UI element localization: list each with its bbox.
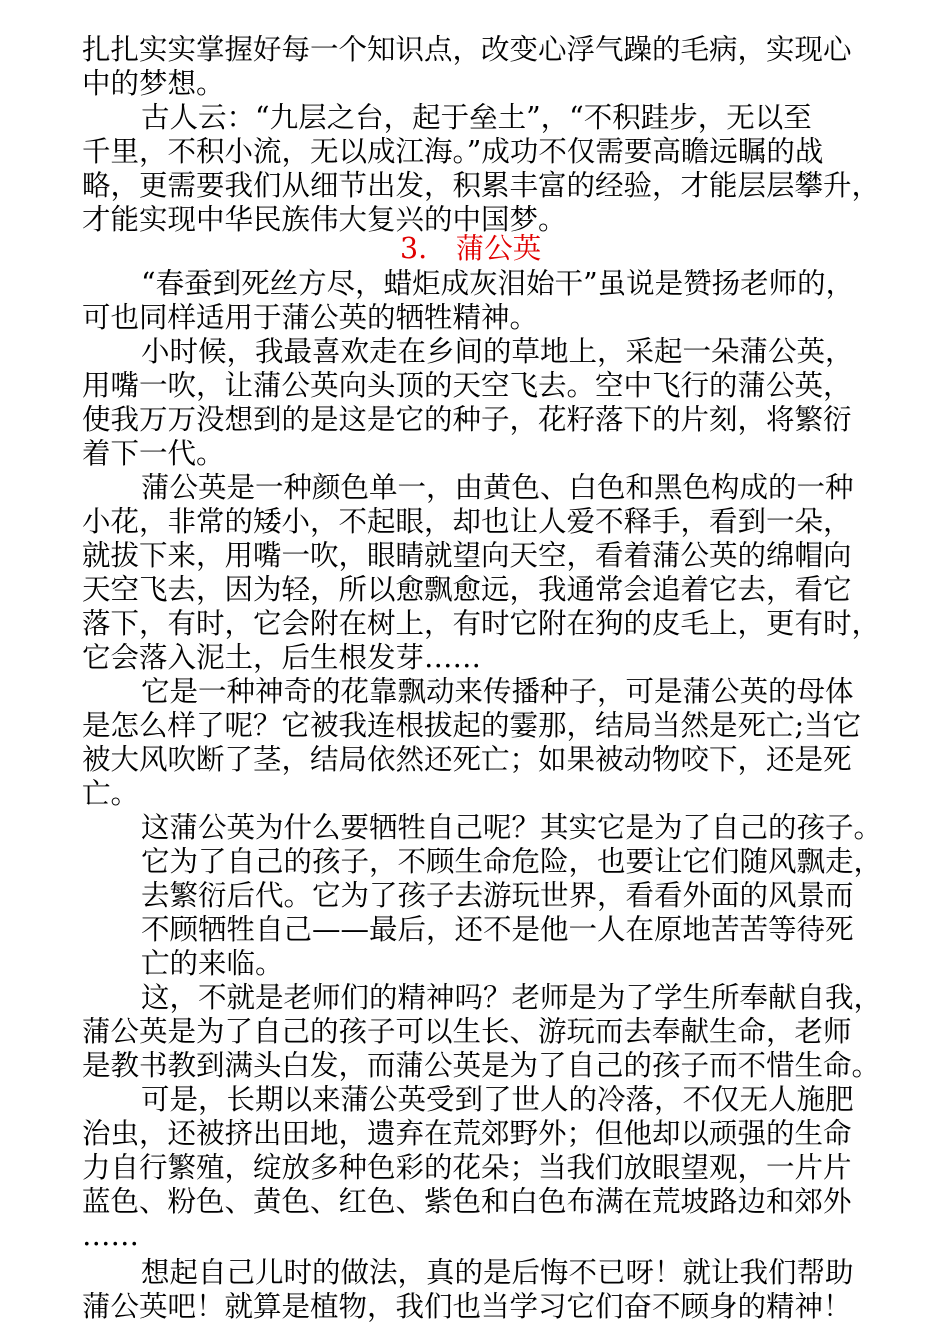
text-line: 使我万万没想到的是这是它的种子，花籽落下的片刻，将繁衍 [82,403,852,436]
text-line: 可也同样适用于蒲公英的牺牲精神。 [82,301,539,334]
text-line: 古人云：“九层之台，起于垒土”，“不积跬步，无以至 [141,101,812,134]
text-line: …… [82,1219,139,1252]
text-line: 想起自己儿时的做法，真的是后悔不已呀！就让我们帮助 [141,1256,854,1289]
text-line: 是教书教到满头白发，而蒲公英是为了自己的孩子而不惜生命。 [82,1049,881,1082]
text-line: 扎扎实实掌握好每一个知识点，改变心浮气躁的毛病，实现心 [82,33,852,66]
text-line: 略，更需要我们从细节出发，积累丰富的经验，才能层层攀升， [82,169,881,202]
text-line: 才能实现中华民族伟大复兴的中国梦。 [82,203,567,236]
text-line: 就拔下来，用嘴一吹，眼睛就望向天空，看着蒲公英的绵帽向 [82,539,852,572]
text-line: 蒲公英是为了自己的孩子可以生长、游玩而去奉献生命，老师 [82,1015,852,1048]
text-line: 它是一种神奇的花靠飘动来传播种子，可是蒲公英的母体 [141,675,854,708]
text-line: 蒲公英吧！就算是植物，我们也当学习它们奋不顾身的精神！ [82,1290,852,1323]
text-line: 它会落入泥土，后生根发芽…… [82,641,482,674]
section-title: 3. 蒲公英 [400,232,542,265]
text-line: 小时候，我最喜欢走在乡间的草地上，采起一朵蒲公英， [141,335,854,368]
text-line: 它为了自己的孩子，不顾生命危险，也要让它们随风飘走， [141,845,883,878]
text-line: 不顾牺牲自己——最后，还不是他一人在原地苦苦等待死 [141,913,854,946]
text-line: 可是，长期以来蒲公英受到了世人的冷落，不仅无人施肥 [141,1083,854,1116]
text-line: 亡的来临。 [141,947,284,980]
text-line: 力自行繁殖，绽放多种色彩的花朵；当我们放眼望观，一片片 [82,1151,852,1184]
text-line: “春蚕到死丝方尽，蜡炬成灰泪始干”虽说是赞扬老师的， [141,267,855,300]
text-line: 落下，有时，它会附在树上，有时它附在狗的皮毛上，更有时， [82,607,881,640]
text-line: 天空飞去，因为轻，所以愈飘愈远，我通常会追着它去，看它 [82,573,852,606]
text-line: 小花，非常的矮小，不起眼，却也让人爱不释手，看到一朵， [82,505,852,538]
text-line: 这蒲公英为什么要牺牲自己呢？其实它是为了自己的孩子。 [141,811,883,844]
text-line: 中的梦想。 [82,67,225,100]
text-line: 千里，不积小流，无以成江海。”成功不仅需要高瞻远瞩的战 [82,135,824,168]
text-line: 去繁衍后代。它为了孩子去游玩世界，看看外面的风景而 [141,879,854,912]
text-line: 这，不就是老师们的精神吗？老师是为了学生所奉献自我， [141,981,883,1014]
text-line: 用嘴一吹，让蒲公英向头顶的天空飞去。空中飞行的蒲公英， [82,369,852,402]
text-line: 蓝色、粉色、黄色、红色、紫色和白色布满在荒坡路边和郊外 [82,1185,852,1218]
text-line: 蒲公英是一种颜色单一，由黄色、白色和黑色构成的一种 [141,471,854,504]
text-line: 被大风吹断了茎，结局依然还死亡；如果被动物咬下，还是死 [82,743,852,776]
text-line: 治虫，还被挤出田地，遗弃在荒郊野外；但他却以顽强的生命 [82,1117,852,1150]
text-line: 亡。 [82,777,140,810]
text-line: 是怎么样了呢？它被我连根拔起的霎那，结局当然是死亡;当它 [82,709,862,742]
text-line: 着下一代。 [82,437,225,470]
